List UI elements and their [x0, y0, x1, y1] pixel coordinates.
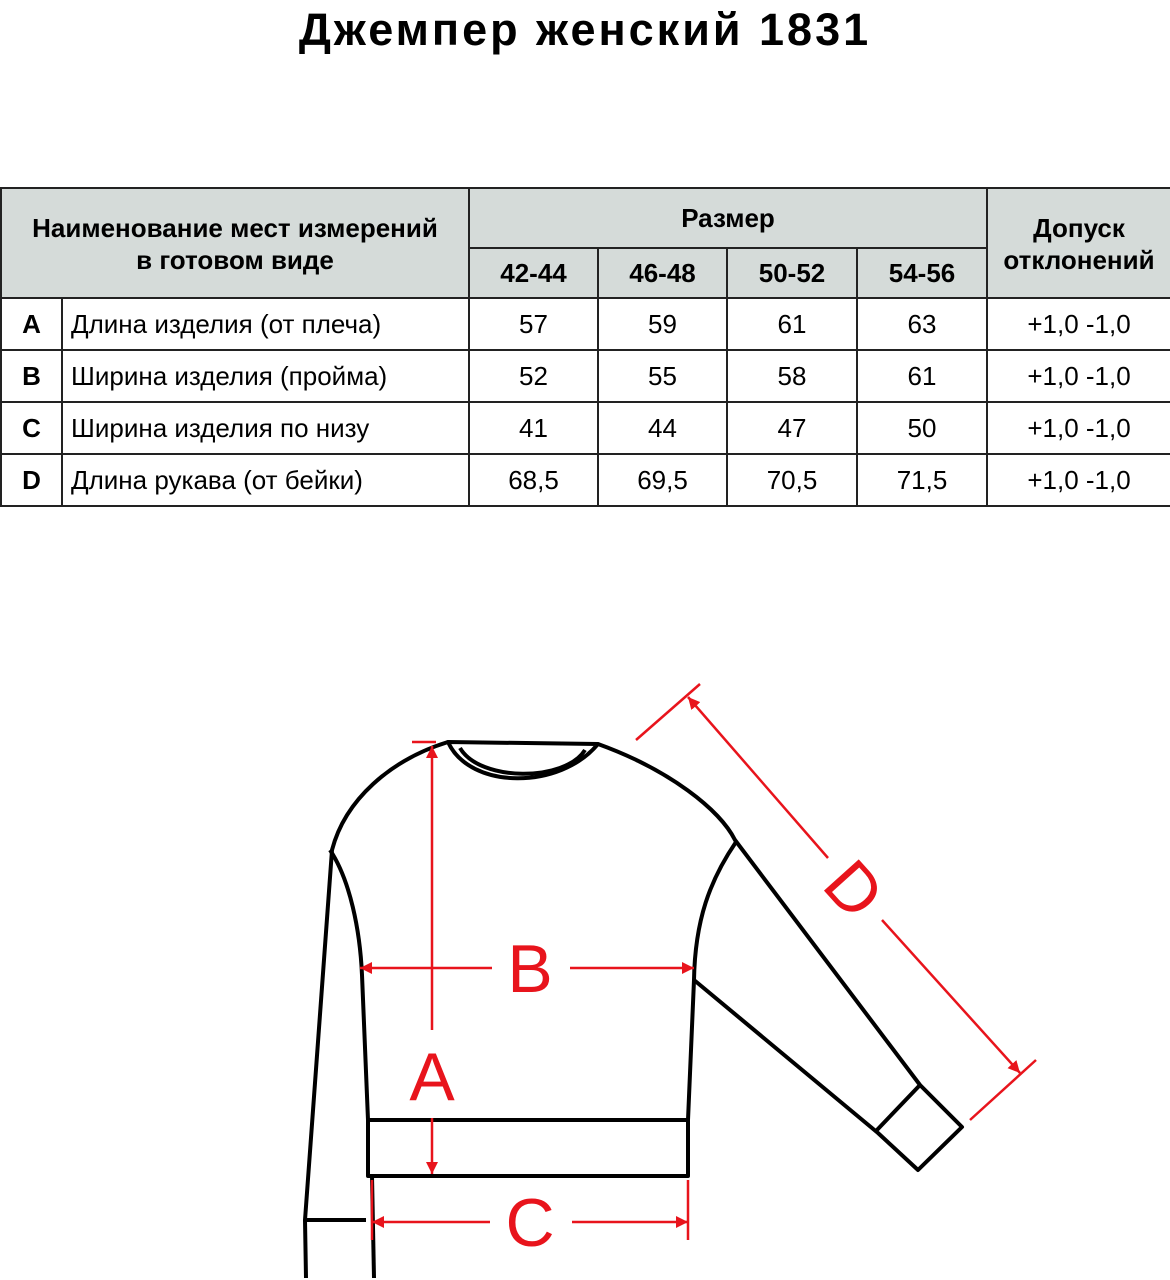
label-a: A	[409, 1039, 455, 1115]
row-value: 41	[469, 402, 598, 454]
label-b: B	[507, 931, 553, 1007]
sweater-outline	[305, 742, 962, 1278]
row-name: Длина рукава (от бейки)	[62, 454, 469, 506]
measure-d-line-bottom	[882, 920, 1020, 1073]
header-measurement-name	[1, 188, 469, 298]
row-value: 47	[727, 402, 857, 454]
row-value: 57	[469, 298, 598, 350]
measurement-labels	[409, 846, 898, 1261]
size-header: 42-44	[469, 248, 598, 298]
row-value: 69,5	[598, 454, 727, 506]
row-value: 70,5	[727, 454, 857, 506]
measure-d-tick-top	[636, 684, 700, 740]
table-row	[1, 298, 1170, 350]
table-row	[1, 454, 1170, 506]
size-header: 50-52	[727, 248, 857, 298]
header-size: Размер	[469, 188, 987, 248]
row-value: 58	[727, 350, 857, 402]
row-tolerance: +1,0 -1,0	[987, 402, 1170, 454]
size-table	[0, 187, 1170, 507]
row-name: Длина изделия (от плеча)	[62, 298, 469, 350]
label-c: C	[505, 1185, 555, 1261]
header-name-line1: Наименование мест измерений	[32, 213, 438, 243]
row-value: 61	[727, 298, 857, 350]
label-d: D	[809, 845, 899, 934]
header-tolerance-line2: отклонений	[1003, 245, 1155, 275]
row-value: 68,5	[469, 454, 598, 506]
header-tolerance-line1: Допуск	[1033, 213, 1125, 243]
row-value: 59	[598, 298, 727, 350]
row-letter: A	[1, 298, 62, 350]
row-letter: B	[1, 350, 62, 402]
measurement-lines	[360, 684, 1036, 1240]
row-name: Ширина изделия (пройма)	[62, 350, 469, 402]
row-letter: D	[1, 454, 62, 506]
row-name: Ширина изделия по низу	[62, 402, 469, 454]
row-tolerance: +1,0 -1,0	[987, 298, 1170, 350]
size-header: 54-56	[857, 248, 987, 298]
header-tolerance	[987, 188, 1170, 298]
header-name-line2: в готовом виде	[136, 245, 334, 275]
row-value: 52	[469, 350, 598, 402]
row-value: 55	[598, 350, 727, 402]
row-value: 63	[857, 298, 987, 350]
row-tolerance: +1,0 -1,0	[987, 350, 1170, 402]
measure-d-tick-bottom	[970, 1060, 1036, 1120]
table-row	[1, 350, 1170, 402]
row-value: 61	[857, 350, 987, 402]
page-title: Джемпер женский 1831	[298, 4, 872, 55]
row-value: 44	[598, 402, 727, 454]
table-row	[1, 402, 1170, 454]
size-header: 46-48	[598, 248, 727, 298]
row-tolerance: +1,0 -1,0	[987, 454, 1170, 506]
row-letter: C	[1, 402, 62, 454]
sweater-diagram	[0, 640, 1170, 1280]
row-value: 71,5	[857, 454, 987, 506]
measure-d-line-top	[688, 697, 828, 858]
row-value: 50	[857, 402, 987, 454]
